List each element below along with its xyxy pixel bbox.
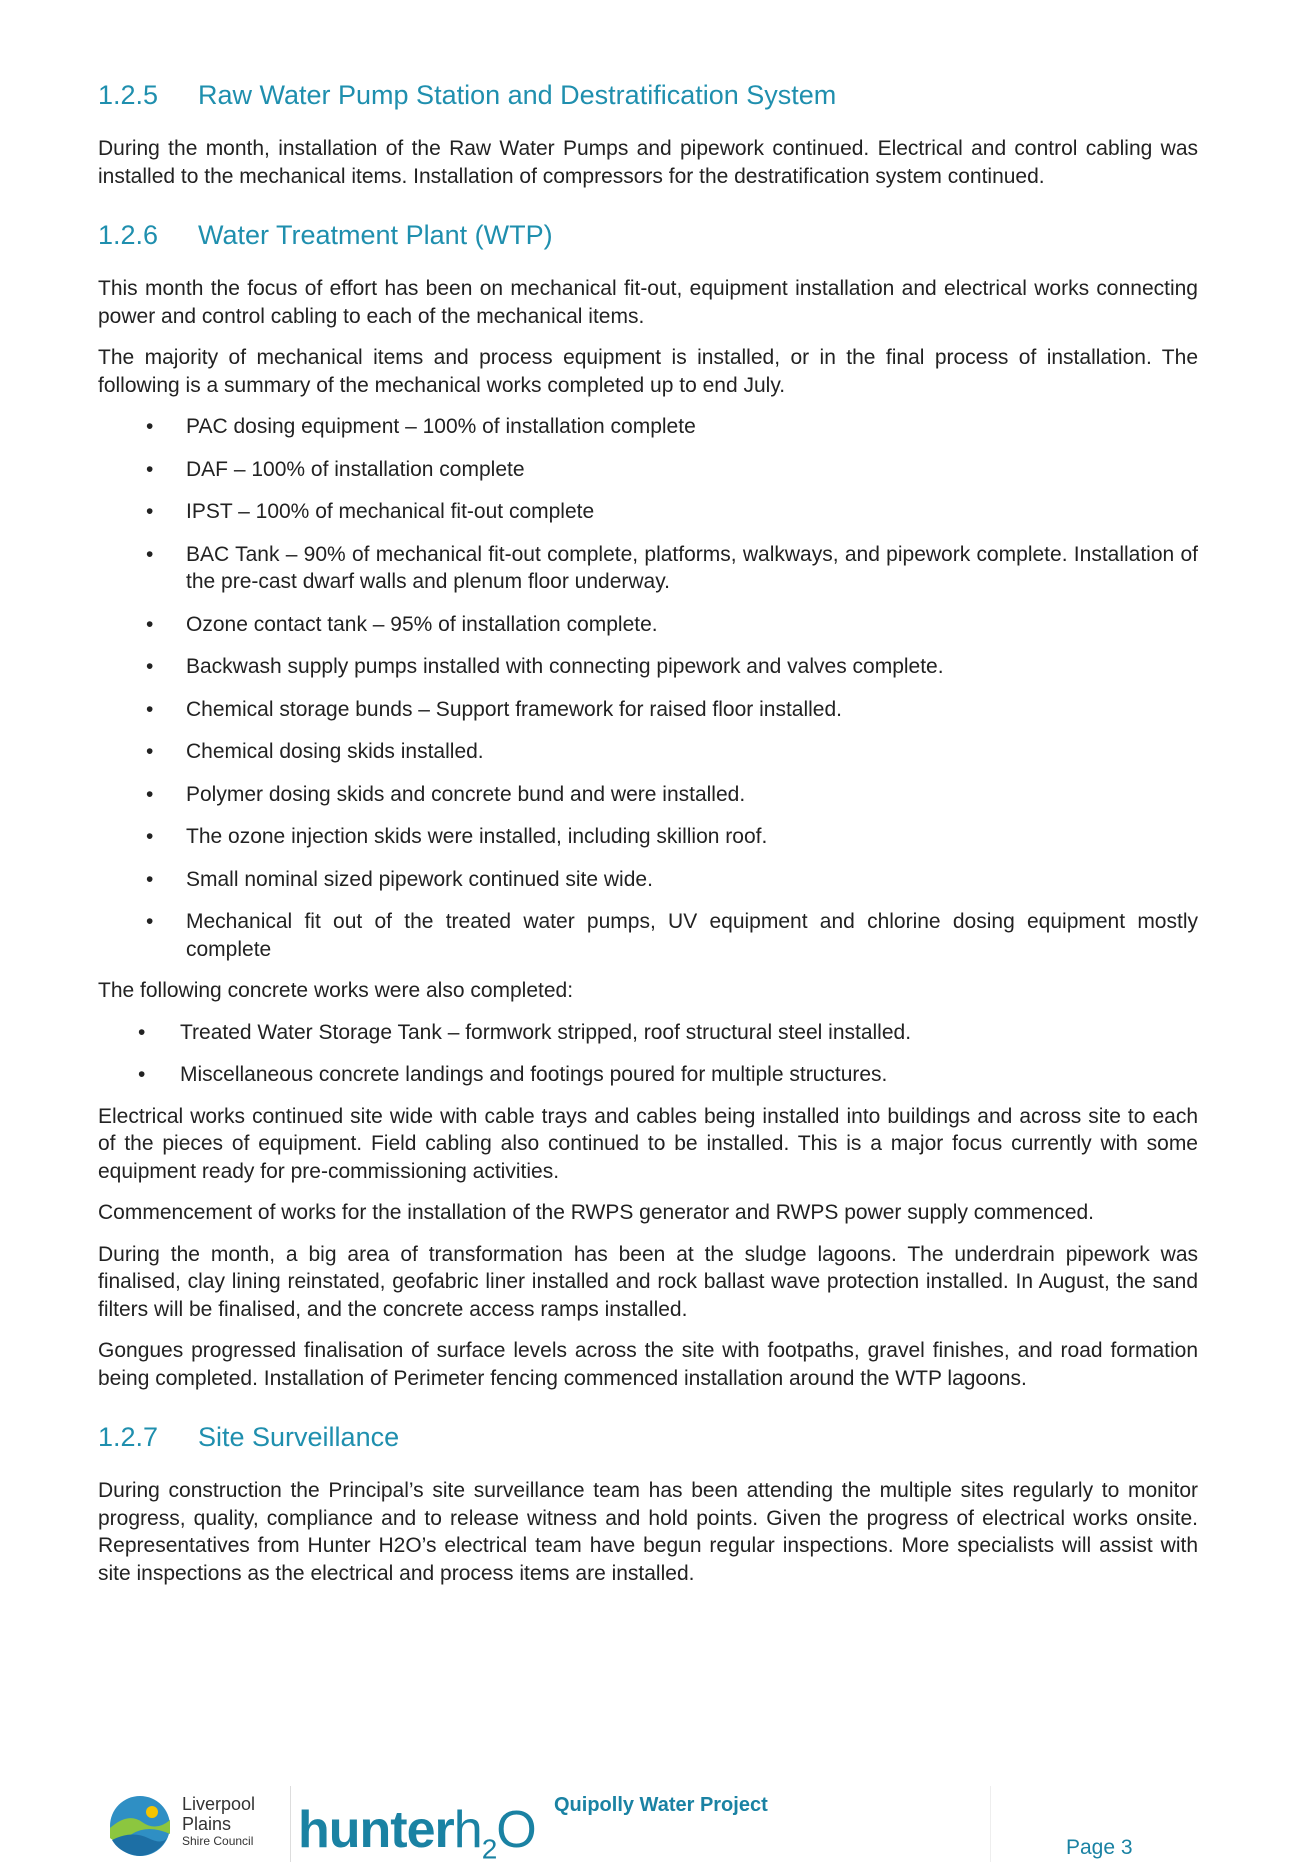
paragraph: Electrical works continued site wide with cable trays and cables being installed into buildings and across site to each of the pieces of equipment. Field cabling also continued to be installed. This is a major focus currently with some equipment ready for pre-commissioning activities. xyxy=(98,1104,1198,1183)
paragraph: Gongues progressed finalisation of surface levels across the site with footpaths, gravel finishes, and road formation being completed. Installation of Perimeter fencing commenced installation around the WTP lagoons. xyxy=(98,1339,1198,1390)
bullet-icon: • xyxy=(146,612,154,636)
bullet-icon: • xyxy=(146,910,154,933)
section-heading-1-2-7 xyxy=(98,1422,1198,1453)
bullet-icon: • xyxy=(146,867,154,891)
page-footer xyxy=(0,1780,1291,1867)
mechanical-works-list xyxy=(98,413,1198,963)
paragraph: This month the focus of effort has been on mechanical fit-out, equipment installation and electrical works connecting power and control cabling to each of the mechanical items. xyxy=(98,277,1198,328)
list-item: • Mechanical fit out of the treated water pumps, UV equipment and chlorine dosing equipment mostly complete xyxy=(98,908,1198,963)
document-body xyxy=(98,80,1198,1601)
section-number: 1.2.7 xyxy=(98,1422,159,1452)
list-item: • Backwash supply pumps installed with connecting pipework and valves complete. xyxy=(98,653,1198,681)
footer-divider xyxy=(290,1786,291,1862)
bullet-icon: • xyxy=(146,542,154,566)
list-item: • PAC dosing equipment – 100% of installation complete xyxy=(98,413,1198,441)
list-item: • BAC Tank – 90% of mechanical fit-out complete, platforms, walkways, and pipework complete. Installation of the pre-cast dwarf walls and plenum floor underway. xyxy=(98,541,1198,596)
bullet-icon: • xyxy=(146,500,154,523)
list-item: • DAF – 100% of installation complete xyxy=(98,456,1198,484)
section-heading-1-2-6 xyxy=(98,220,1198,251)
list-item: • Chemical dosing skids installed. xyxy=(98,738,1198,766)
section-number: 1.2.6 xyxy=(98,220,159,250)
paragraph: During the month, a big area of transformation has been at the sludge lagoons. The underdrain pipework was finalised, clay lining reinstated, geofabric liner installed and rock ballast wave protection installed. In August, the sand filters will be finalised, and the concrete access ramps installed. xyxy=(98,1242,1198,1321)
bullet-icon: • xyxy=(146,457,154,481)
section-title: Water Treatment Plant (WTP) xyxy=(198,220,553,250)
bullet-icon: • xyxy=(146,825,154,848)
list-item: • Polymer dosing skids and concrete bund and were installed. xyxy=(98,781,1198,809)
bullet-icon: • xyxy=(146,697,154,721)
paragraph: During construction the Principal’s site surveillance team has been attending the multiple sites regularly to monitor progress, quality, compliance and to release witness and hold points. Given the progress of electrical works onsite. Representatives from Hunter H2O’s electrical team have begun regular inspections. More specialists will assist with site inspections as the electrical and process items are installed. xyxy=(98,1479,1198,1585)
paragraph: Commencement of works for the installation of the RWPS generator and RWPS power supply commenced. xyxy=(98,1201,1095,1224)
liverpool-plains-text: Liverpool Plains Shire Council xyxy=(182,1794,256,1848)
list-item: • IPST – 100% of mechanical fit-out complete xyxy=(98,498,1198,526)
list-item: • Small nominal sized pipework continued site wide. xyxy=(98,866,1198,894)
section-title: Site Surveillance xyxy=(198,1422,400,1452)
list-item: • Chemical storage bunds – Support framework for raised floor installed. xyxy=(98,696,1198,724)
paragraph: The following concrete works were also completed: xyxy=(98,979,574,1002)
bullet-icon: • xyxy=(138,1063,146,1086)
paragraph: During the month, installation of the Raw Water Pumps and pipework continued. Electrical and control cabling was installed to the mechanical items. Installation of compressors for the destratification system continued. xyxy=(98,137,1198,188)
list-item: • Miscellaneous concrete landings and footings poured for multiple structures. xyxy=(98,1061,1198,1089)
liverpool-plains-logo xyxy=(108,1794,172,1858)
bullet-icon: • xyxy=(138,1020,146,1044)
bullet-icon: • xyxy=(146,415,154,438)
footer-divider xyxy=(990,1786,991,1862)
list-item: • Treated Water Storage Tank – formwork stripped, roof structural steel installed. xyxy=(98,1019,1198,1047)
bullet-icon: • xyxy=(146,655,154,678)
list-item: • Ozone contact tank – 95% of installation complete. xyxy=(98,611,1198,639)
section-heading-1-2-5 xyxy=(98,80,1198,111)
concrete-works-list xyxy=(98,1019,1198,1089)
section-title: Raw Water Pump Station and Destratification System xyxy=(198,80,837,110)
hunter-h2o-logo: hunterh$_2$O xyxy=(298,1801,536,1865)
list-item: • The ozone injection skids were installed, including skillion roof. xyxy=(98,823,1198,851)
project-name: Quipolly Water Project xyxy=(554,1794,768,1816)
paragraph: The majority of mechanical items and process equipment is installed, or in the final process of installation. The following is a summary of the mechanical works completed up to end July. xyxy=(98,346,1198,397)
section-number: 1.2.5 xyxy=(98,80,159,110)
bullet-icon: • xyxy=(146,782,154,806)
page-number: Page 3 xyxy=(1066,1836,1133,1859)
bullet-icon: • xyxy=(146,740,154,763)
